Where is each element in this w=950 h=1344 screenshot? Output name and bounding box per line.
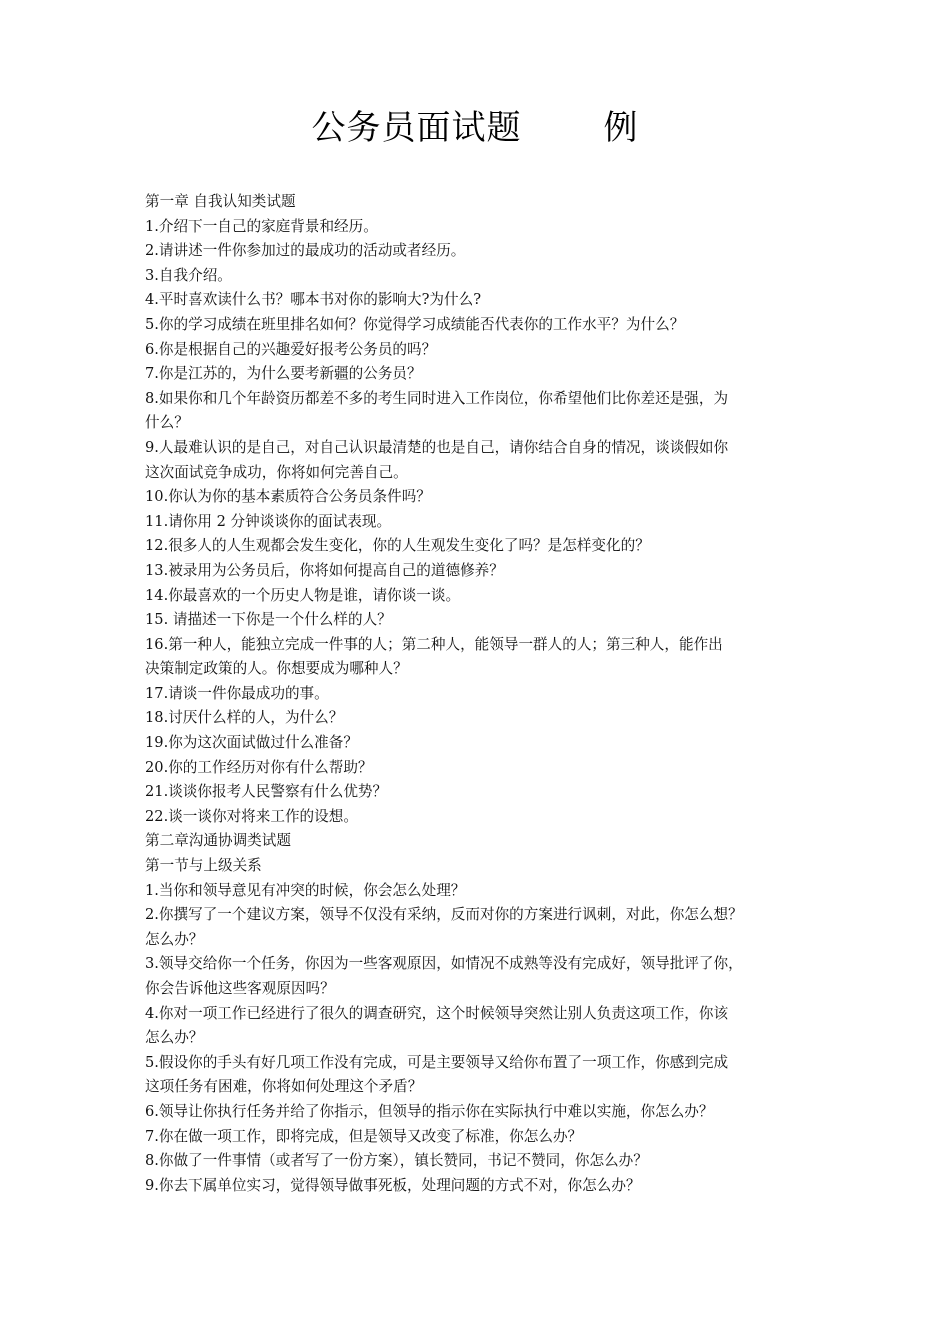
text-line: 你会告诉他这些客观原因吗？ — [145, 980, 335, 997]
text-line: 什么？ — [145, 414, 189, 432]
text-line: 7.你是江苏的，为什么要考新疆的公务员？ — [145, 365, 422, 383]
text-line: 9.你去下属单位实习，觉得领导做事死板，处理问题的方式不对，你怎么办？ — [145, 1176, 641, 1194]
text-line: 4.你对一项工作已经进行了很久的调查研究，这个时候领导突然让别人负责这项工作，你该 — [145, 1004, 729, 1022]
text-line: 2.请讲述一件你参加过的最成功的活动或者经历。 — [145, 242, 466, 260]
text-line: 7.你在做一项工作，即将完成，但是领导又改变了标准，你怎么办？ — [145, 1127, 583, 1145]
text-line: 这次面试竞争成功，你将如何完善自己。 — [145, 463, 408, 481]
text-line: 17.请谈一件你最成功的事。 — [145, 684, 329, 702]
text-line: 10.你认为你的基本素质符合公务员条件吗？ — [145, 488, 431, 506]
text-line: 3.自我介绍。 — [145, 266, 232, 284]
text-line: 12.很多人的人生观都会发生变化，你的人生观发生变化了吗？是怎样变化的？ — [145, 537, 650, 555]
text-line: 1.当你和领导意见有冲突的时候，你会怎么处理？ — [145, 881, 466, 899]
text-line: 4.平时喜欢读什么书？哪本书对你的影响大?为什么? — [145, 291, 482, 309]
text-line: 6.你是根据自己的兴趣爱好报考公务员的吗？ — [145, 340, 437, 358]
text-line: 16.第一种人，能独立完成一件事的人；第二种人，能领导一群人的人；第三种人，能作出 — [145, 635, 723, 653]
text-line: 19.你为这次面试做过什么准备？ — [145, 734, 358, 752]
text-line: 18.讨厌什么样的人，为什么？ — [145, 709, 344, 727]
text-line: 8.如果你和几个年龄资历都差不多的考生同时进入工作岗位，你希望他们比你差还是强，为 — [145, 389, 729, 407]
text-line: 5.你的学习成绩在班里排名如何？你觉得学习成绩能否代表你的工作水平？为什么？ — [145, 315, 685, 333]
document-body — [145, 190, 810, 1198]
text-line: 22.谈一谈你对将来工作的设想。 — [145, 807, 358, 825]
text-line: 3.领导交给你一个任务，你因为一些客观原因，如情况不成熟等没有完成好，领导批评了你， — [145, 955, 743, 973]
text-line: 14.你最喜欢的一个历史人物是谁，请你谈一谈。 — [145, 586, 461, 604]
text-line: 11.请你用 2 分钟谈谈你的面试表现。 — [145, 512, 392, 530]
text-line: 第一节与上级关系 — [145, 857, 262, 875]
page-title — [0, 100, 950, 149]
text-line: 2.你撰写了一个建议方案，领导不仅没有采纳，反而对你的方案进行讽刺，对此，你怎么想？ — [145, 906, 743, 924]
text-line: 第二章沟通协调类试题 — [145, 832, 291, 850]
text-line: 第一章 自我认知类试题 — [145, 193, 296, 210]
text-line: 1.介绍下一自己的家庭背景和经历。 — [145, 217, 378, 235]
page-title-suffix: 例 — [603, 108, 639, 148]
text-line: 13.被录用为公务员后，你将如何提高自己的道德修养？ — [145, 561, 504, 579]
text-line: 怎么办？ — [145, 930, 204, 948]
text-line: 怎么办？ — [145, 1029, 204, 1047]
text-line: 8.你做了一件事情（或者写了一份方案），镇长赞同，书记不赞同，你怎么办？ — [145, 1152, 648, 1170]
text-line: 决策制定政策的人。你想要成为哪种人？ — [145, 660, 408, 678]
text-line: 9.人最难认识的是自己，对自己认识最清楚的也是自己，请你结合自身的情况，谈谈假如你 — [145, 438, 729, 456]
page-title-main: 公务员面试题 — [311, 108, 522, 148]
text-line: 5.假设你的手头有好几项工作没有完成，可是主要领导又给你布置了一项工作，你感到完成 — [145, 1053, 729, 1071]
text-line: 6.领导让你执行任务并给了你指示，但领导的指示你在实际执行中难以实施，你怎么办？ — [145, 1102, 714, 1120]
text-line: 20.你的工作经历对你有什么帮助？ — [145, 758, 373, 776]
text-line: 21.谈谈你报考人民警察有什么优势？ — [145, 783, 388, 801]
text-line: 15. 请描述一下你是一个什么样的人？ — [145, 611, 392, 629]
text-line: 这项任务有困难，你将如何处理这个矛盾？ — [145, 1078, 423, 1096]
